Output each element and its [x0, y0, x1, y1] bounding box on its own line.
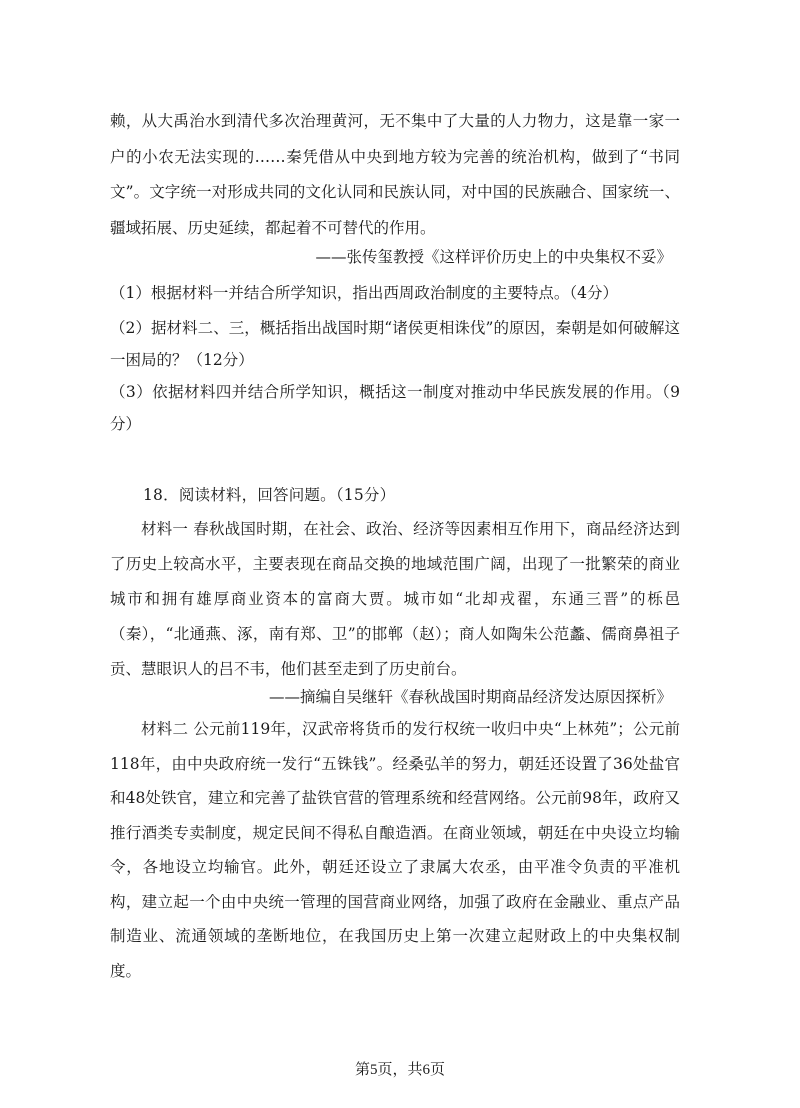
question-17-part-1: （1）根据材料一并结合所学知识，指出西周政治制度的主要特点。（4分）: [110, 284, 618, 302]
question-18-material-2: 材料二 公元前119年，汉武帝将货币的发行权统一收归中央“上林苑”；公元前118年，由中央政府统一发行“五铢钱”。经桑弘羊的努力，朝廷还设置了36处盐官和48处铁官，建立和完善了盐铁官营的管理系统和经营网络。公元前98年，政府又推行酒类专卖制度，规定民间不得私自酿造酒。在商业领域，朝廷在中央设立均输令，各地设立均输官。此外，朝廷还设立了隶属大农丞，由平准令负责的平准机构，建立起一个由中央统一管理的国营商业网络，加强了政府在金融业、重点产品制造业、流通领域的垄断地位，在我国历史上第一次建立起财政上的中央集权制度。: [110, 720, 680, 980]
question-17-part-3: （3）依据材料四并结合所学知识，概括这一制度对推动中华民族发展的作用。（9分）: [110, 383, 680, 433]
page-footer: 第5页，共6页: [354, 1062, 445, 1078]
material-four-source: ——张传玺教授《这样评价历史上的中央集权不妥》: [315, 248, 672, 266]
question-17-part-2: （2）据材料二、三，概括指出战国时期“诸侯更相诛伐”的原因，秦朝是如何破解这一困局的？（12分）: [110, 319, 680, 369]
question-18-title: 18．阅读材料，回答问题。（15分）: [143, 486, 396, 504]
question-18-material-1: 材料一 春秋战国时期，在社会、政治、经济等因素相互作用下，商品经济达到了历史上较高水平，主要表现在商品交换的地域范围广阔，出现了一批繁荣的商业城市和拥有雄厚商业资本的富商大贾。城市如“北却戎翟，东通三晋”的栎邑（秦），“北通燕、涿，南有郑、卫”的邯郸（赵）；商人如陶朱公范蠡、儒商鼻祖子贡、慧眼识人的吕不韦，他们甚至走到了历史前台。: [110, 520, 680, 678]
material-four-text: 赖，从大禹治水到清代多次治理黄河，无不集中了大量的人力物力，这是靠一家一户的小农无法实现的……秦凭借从中央到地方较为完善的统治机构，做到了“书同文”。文字统一对形成共同的文化认同和民族认同，对中国的民族融合、国家统一、疆域拓展、历史延续，都起着不可替代的作用。: [110, 112, 680, 237]
question-18-material-1-source: ——摘编自吴继轩《春秋战国时期商品经济发达原因探析》: [268, 688, 672, 706]
